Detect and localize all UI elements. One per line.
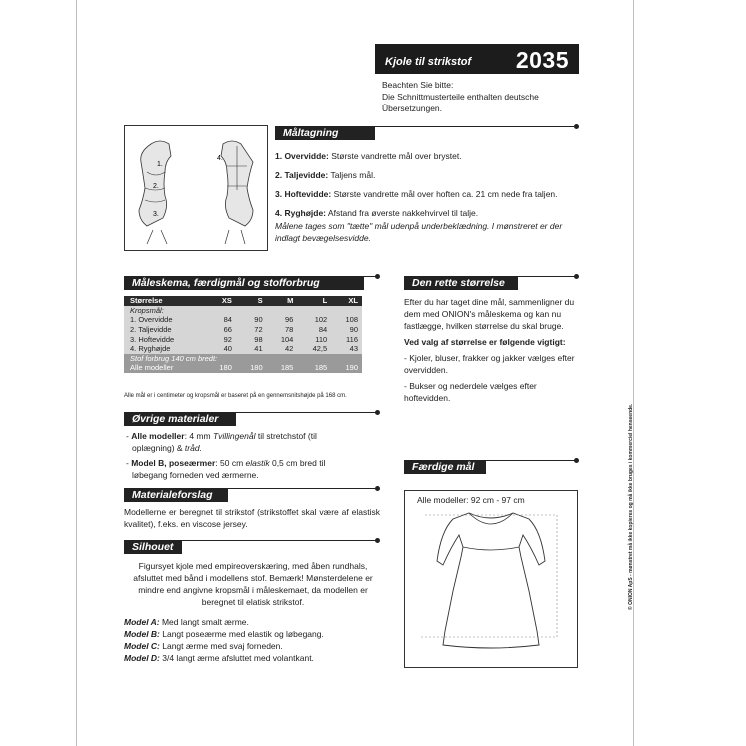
right-size-paragraph: Ved valg af størrelse er følgende vigtigt: [404,337,566,347]
measure-list [275,150,585,244]
copyright-note: © ONION ApS - mønstret må ikke kopieres og må ikke bruges i kommerciel henseende. [628,403,634,610]
materials-text [124,430,356,481]
materials-item: - Alle modeller: 4 mm Tvillingenål til stretchstof (til oplægning) & tråd. [126,431,317,453]
size-header-row: Størrelse XS S M L XL [124,296,362,306]
rule-end-dot [375,486,380,491]
mannequin-number: 3. [153,211,159,218]
german-note [382,80,539,115]
measure-heading: Måltagning [275,126,375,140]
table-row: 1. Overvidde 84 90 96 102 108 [124,315,362,325]
size-chart-table [124,296,362,373]
table-row: Alle modeller 180 180 185 185 190 [124,363,362,373]
right-size-rule [518,276,578,277]
model-item: Model A: Med langt smalt ærme. [124,617,249,627]
right-size-text [404,296,576,404]
note-line: Beachten Sie bitte: [382,80,454,90]
size-chart-table-wrap [124,296,362,373]
mannequin-number: 2. [153,183,159,190]
table-row: 3. Hoftevidde 92 98 104 110 116 [124,334,362,344]
mannequin-figure [124,125,268,251]
table-row: 2. Taljevidde 66 72 78 84 90 [124,325,362,335]
measure-rule [375,126,577,127]
mannequin-number: 1. [157,161,163,168]
model-item: Model B: Langt poseærme med elastik og løbegang. [124,629,324,639]
finished-figure [404,490,578,668]
finished-label: Alle modeller: 92 cm - 97 cm [417,495,525,505]
measure-item: 3. Hoftevidde: Største vandrette mål over hoften ca. 21 cm nede fra taljen. [275,189,558,199]
body-label-row: Kropsmål: [124,306,362,316]
mannequin-number: 4. [217,155,223,162]
measure-item: 4. Ryghøjde: Afstand fra øverste nakkehvirvel til talje. [275,208,479,218]
pattern-title: Kjole til strikstof [385,56,472,68]
size-chart-footnote: Alle mål er i centimeter og kropsmål er baseret på en gennemsnitshøjde på 168 cm. [124,393,347,399]
materials-heading: Øvrige materialer [124,412,236,426]
silhouette-rule [182,540,378,541]
size-chart-heading: Måleskema, færdigmål og stofforbrug [124,276,364,290]
note-line: Die Schnittmusterteile enthalten deutsche [382,91,539,102]
suggestion-heading: Materialeforslag [124,488,228,502]
right-size-paragraph: Efter du har taget dine mål, sammenligner du dem med ONION's måleskema og kan nu fastlægge, hvilken størrelse du skal bruge. [404,297,575,331]
rule-end-dot [375,538,380,543]
materials-item: - Model B, poseærmer: 50 cm elastik 0,5 cm bred til løbegang forneden ved ærmerne. [126,458,326,480]
suggestion-rule [228,488,378,489]
rule-end-dot [574,124,579,129]
fabric-label-row: Stof forbrug 140 cm bredt: [124,354,362,364]
mannequin-illustration [125,126,267,250]
measure-item: 1. Overvidde: Største vandrette mål over brystet. [275,151,462,161]
title-bar [375,44,579,74]
measure-item: 2. Taljevidde: Taljens mål. [275,170,376,180]
right-size-bullet: - Kjoler, bluser, frakker og jakker vælges efter overvidden. [404,353,575,375]
rule-end-dot [574,274,579,279]
finished-rule [486,460,578,461]
model-item: Model C: Langt ærme med svaj forneden. [124,641,283,651]
right-size-heading: Den rette størrelse [404,276,518,290]
note-line: Übersetzungen. [382,103,443,113]
silhouette-heading: Silhouet [124,540,182,554]
right-size-bullet: - Bukser og nederdele vælges efter hoftevidden. [404,381,537,403]
model-list [124,616,382,664]
table-row: 4. Ryghøjde 40 41 42 42,5 43 [124,344,362,354]
rule-end-dot [375,410,380,415]
suggestion-text: Modellerne er beregnet til strikstof (strikstoffet skal være af elastisk kvalitet), f.eks. en viscose jersey. [124,507,380,529]
materials-rule [236,412,378,413]
measure-note: Målene tages som "tætte" mål udenpå underbeklædning. I mønstreret er der indlagt bevægelsesvidde. [275,221,563,243]
model-item: Model D: 3/4 langt ærme afsluttet med volantkant. [124,653,314,663]
rule-end-dot [375,274,380,279]
silhouette-text: Figursyet kjole med empireoverskæring, med åben rundhals, afsluttet med bånd i modellens stof. Bemærk! Mønsterdelene er mindre end angivne kropsmål i måleskemaet, da modellen er beregnet til elatisk strikstof. [133,561,373,607]
dress-illustration [405,491,577,667]
pattern-number: 2035 [515,47,569,73]
rule-end-dot [574,458,579,463]
finished-heading: Færdige mål [404,460,486,474]
